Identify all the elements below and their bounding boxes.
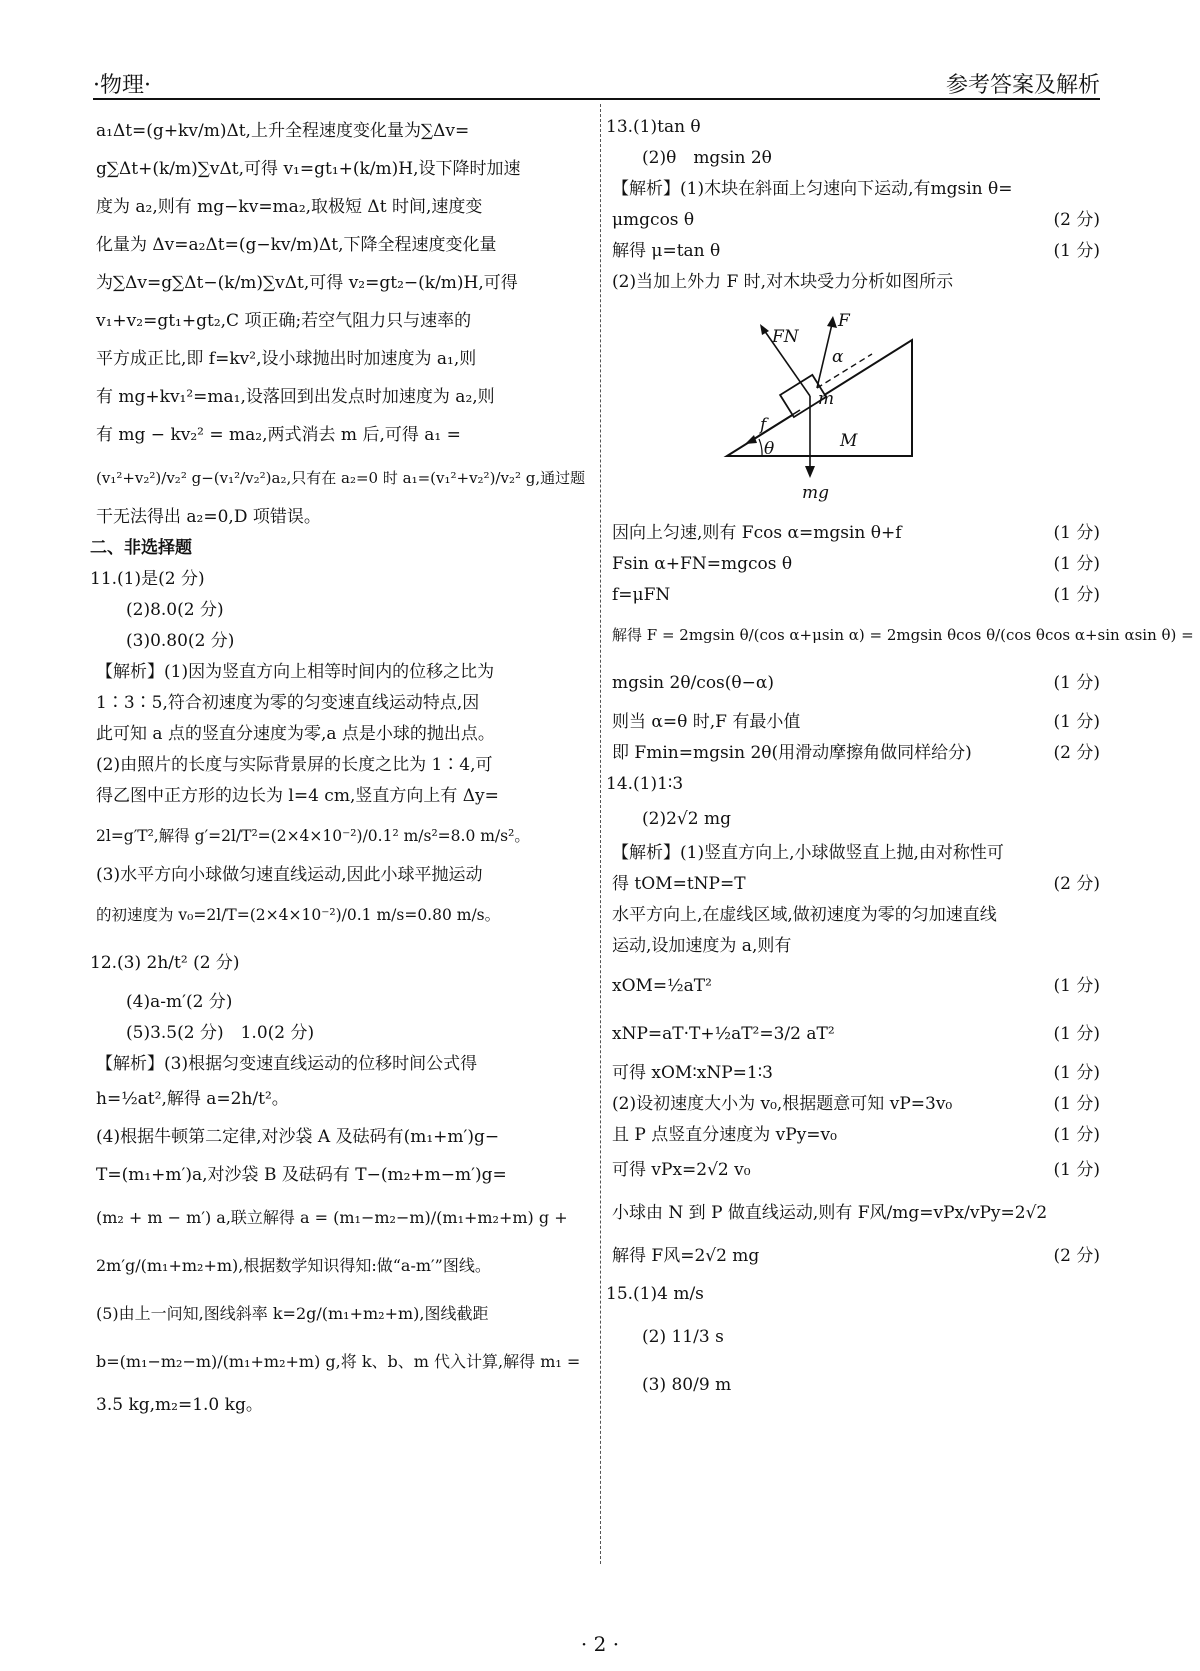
column-divider (600, 104, 601, 1564)
label-alpha: α (832, 347, 844, 367)
text-line: 3.5 kg,m₂=1.0 kg。 (96, 1395, 263, 1415)
text-line: 可得 xOM∶xNP=1∶3 (1 分) (612, 1058, 1100, 1089)
text-line: (2)设初速度大小为 v₀,根据题意可知 vP=3v₀ (1 分) (612, 1089, 1100, 1120)
right-column (606, 112, 1194, 1409)
analysis-line: 【解析】(1)竖直方向上,小球做竖直上抛,由对称性可 (612, 843, 1004, 863)
text-line: 即 Fmin=mgsin 2θ(用滑动摩擦角做同样给分) (2 分) (612, 738, 1100, 769)
score: (1 分) (1053, 976, 1100, 996)
analysis-line: 【解析】(1)木块在斜面上匀速向下运动,有mgsin θ= (612, 179, 1013, 199)
text-line: 干无法得出 a₂=0,D 项错误。 (96, 507, 321, 527)
label-F: F (838, 311, 850, 331)
text-line: (3)水平方向小球做匀速直线运动,因此小球平抛运动 (96, 865, 483, 885)
label-mg: mg (802, 483, 830, 503)
text-line: a₁Δt=(g+kv/m)Δt,上升全程速度变化量为∑Δv= (96, 121, 470, 141)
text-line: 解得 μ=tan θ (1 分) (612, 236, 1100, 267)
label-m: m (818, 389, 835, 409)
question-number: 15.(1)4 m/s (606, 1284, 704, 1304)
text-line: 度为 a₂,则有 mg−kv=ma₂,取极短 Δt 时间,速度变 (96, 197, 483, 217)
text-line: 2m′g/(m₁+m₂+m),根据数学知识得知:做“a-m′”图线。 (96, 1256, 491, 1275)
text-line: xNP=aT·T+½aT²=3/2 aT² (1 分) (612, 1010, 1100, 1058)
text-line: 有 mg − kv₂² = ma₂,两式消去 m 后,可得 a₁ = (96, 425, 461, 445)
text-line: 的初速度为 v₀=2l/T=(2×4×10⁻²)/0.1 m/s=0.80 m/s。 (96, 906, 501, 924)
text-line: (4)根据牛顿第二定律,对沙袋 A 及砝码有(m₁+m′)g− (96, 1127, 500, 1147)
score: (1 分) (1053, 585, 1100, 605)
label-FN: FN (772, 327, 799, 347)
text-line: (m₂ + m − m′) a,联立解得 a = (m₁−m₂−m)/(m₁+m₂+m) g + (96, 1208, 568, 1227)
text-line: (2)当加上外力 F 时,对木块受力分析如图所示 (612, 272, 954, 292)
text-line: 平方成正比,即 f=kv²,设小球抛出时加速度为 a₁,则 (96, 349, 477, 369)
header-title: 参考答案及解析 (945, 73, 1100, 98)
question-number: 11.(1)是(2 分) (90, 569, 205, 589)
text-line: (2)由照片的长度与实际背景屏的长度之比为 1∶4,可 (96, 755, 493, 775)
question-number: 14.(1)1∶3 (606, 774, 684, 794)
answer-line: (2) 11/3 s (642, 1327, 724, 1347)
text-line: 2l=g′T²,解得 g′=2l/T²=(2×4×10⁻²)/0.1² m/s²=8.0 m/s²。 (96, 827, 530, 845)
score: (1 分) (1053, 554, 1100, 574)
question-number: 12.(3) 2h/t² (2 分) (90, 953, 240, 973)
score: (1 分) (1053, 1024, 1100, 1044)
text-line: 化量为 Δv=a₂Δt=(g−kv/m)Δt,下降全程速度变化量 (96, 235, 497, 255)
text-line: (5)由上一问知,图线斜率 k=2g/(m₁+m₂+m),图线截距 (96, 1304, 489, 1323)
score: (1 分) (1053, 1125, 1100, 1145)
text-line: Fsin α+FN=mgcos θ (1 分) (612, 549, 1100, 580)
text-line: (v₁²+v₂²)/v₂² g−(v₁²/v₂²)a₂,只有在 a₂=0 时 a₁=(v₁²+v₂²)/v₂² g,通过题 (96, 469, 586, 487)
label-M: M (840, 431, 858, 451)
label-f: f (760, 415, 767, 435)
answer-line: (2)8.0(2 分) (126, 600, 224, 620)
text-line: xOM=½aT² (1 分) (612, 962, 1100, 1010)
score: (1 分) (1053, 241, 1100, 261)
text-line: 有 mg+kv₁²=ma₁,设落回到出发点时加速度为 a₂,则 (96, 387, 495, 407)
analysis-line: 【解析】(3)根据匀变速直线运动的位移时间公式得 (96, 1054, 478, 1074)
text-line: 得乙图中正方形的边长为 l=4 cm,竖直方向上有 Δy= (96, 786, 499, 806)
text-line: 1∶3∶5,符合初速度为零的匀变速直线运动特点,因 (96, 693, 480, 713)
score: (1 分) (1053, 712, 1100, 732)
answer-line: (3)0.80(2 分) (126, 631, 235, 651)
score: (2 分) (1053, 743, 1100, 763)
label-theta: θ (764, 439, 775, 459)
score: (2 分) (1053, 210, 1100, 230)
answer-line: (4)a-m′(2 分) (126, 992, 233, 1012)
score: (2 分) (1053, 874, 1100, 894)
text-line: 因向上匀速,则有 Fcos α=mgsin θ+f (1 分) (612, 518, 1100, 549)
score: (2 分) (1053, 1246, 1100, 1266)
answer-line: (5)3.5(2 分) 1.0(2 分) (126, 1023, 315, 1043)
text-line: 则当 α=θ 时,F 有最小值 (1 分) (612, 707, 1100, 738)
text-line: 解得 F风=2√2 mg (2 分) (612, 1237, 1100, 1275)
text-line: h=½at²,解得 a=2h/t²。 (96, 1089, 289, 1109)
text-line: 可得 vPx=2√2 v₀ (1 分) (612, 1151, 1100, 1189)
force-diagram (612, 298, 1100, 518)
text-line: 且 P 点竖直分速度为 vPy=v₀ (1 分) (612, 1120, 1100, 1151)
answer-line: (2)θ mgsin 2θ (642, 148, 772, 168)
score: (1 分) (1053, 1160, 1100, 1180)
header-subject: ·物理· (93, 73, 151, 98)
text-line: 解得 F = 2mgsin θ/(cos α+μsin α) = 2mgsin θcos θ/(cos θcos α+sin αsin θ) = (612, 626, 1194, 644)
answer-line: (2)2√2 mg (642, 809, 731, 829)
text-line: 得 tOM=tNP=T (2 分) (612, 869, 1100, 900)
analysis-line: 【解析】(1)因为竖直方向上相等时间内的位移之比为 (96, 662, 495, 682)
question-number: 13.(1)tan θ (606, 117, 701, 137)
text-line: b=(m₁−m₂−m)/(m₁+m₂+m) g,将 k、b、m 代入计算,解得 m₁ = (96, 1352, 581, 1371)
page-number: · 2 · (580, 1632, 620, 1656)
score: (1 分) (1053, 523, 1100, 543)
text-line: T=(m₁+m′)a,对沙袋 B 及砝码有 T−(m₂+m−m′)g= (96, 1165, 507, 1185)
text-line: v₁+v₂=gt₁+gt₂,C 项正确;若空气阻力只与速率的 (96, 311, 472, 331)
header-rule (93, 98, 1100, 100)
text-line: 此可知 a 点的竖直分速度为零,a 点是小球的抛出点。 (96, 724, 495, 744)
section-heading: 二、非选择题 (90, 538, 192, 558)
text-line: mgsin 2θ/cos(θ−α) (1 分) (612, 659, 1100, 707)
text-line: 为∑Δv=g∑Δt−(k/m)∑vΔt,可得 v₂=gt₂−(k/m)H,可得 (96, 273, 518, 293)
left-column (90, 112, 588, 1424)
text-line: f=μFN (1 分) (612, 580, 1100, 611)
score: (1 分) (1053, 1063, 1100, 1083)
text-line: 水平方向上,在虚线区域,做初速度为零的匀加速直线 (612, 905, 997, 925)
text-line: μmgcos θ (2 分) (612, 205, 1100, 236)
incline-figure (612, 298, 1100, 518)
text-line: 运动,设加速度为 a,则有 (612, 936, 792, 956)
score: (1 分) (1053, 1094, 1100, 1114)
text-line: g∑Δt+(k/m)∑vΔt,可得 v₁=gt₁+(k/m)H,设下降时加速 (96, 159, 521, 179)
answer-line: (3) 80/9 m (642, 1375, 732, 1395)
text-line: 小球由 N 到 P 做直线运动,则有 F风/mg=vPx/vPy=2√2 (612, 1203, 1048, 1223)
score: (1 分) (1053, 673, 1100, 693)
